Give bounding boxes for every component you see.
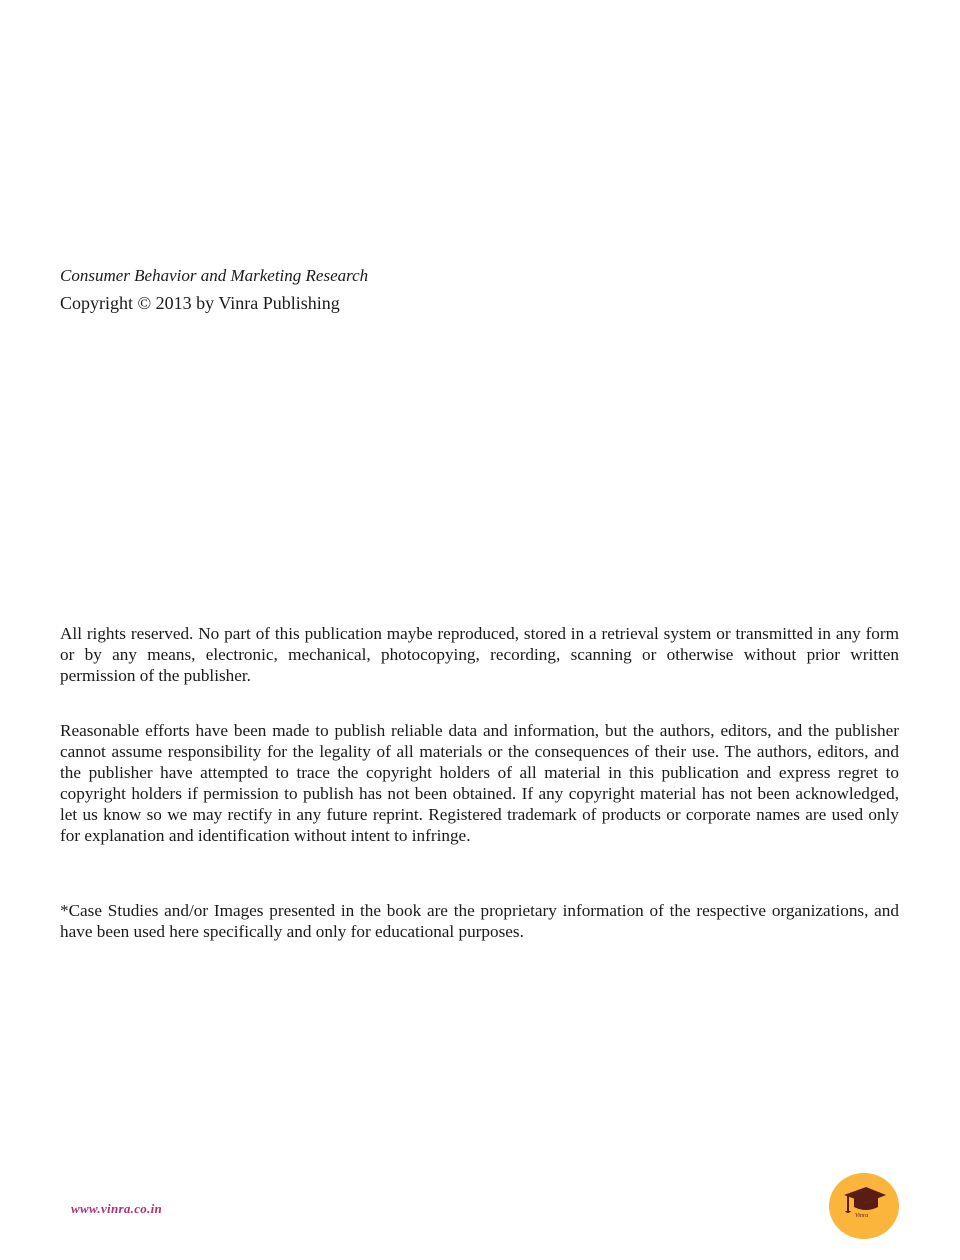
publisher-website-link[interactable]: www.vinra.co.in [71,1201,163,1216]
copyright-line: Copyright © 2013 by Vinra Publishing [60,293,340,313]
publisher-logo [829,1173,899,1239]
logo-text: Vinra [855,1213,869,1219]
rights-reserved-paragraph: All rights reserved. No part of this publication maybe reproduced, stored in a retrieval system or transmitted in any form or by any means, electronic, mechanical, photocopying, recording, scanning or otherwise without prior written permission of the publisher. [60,624,899,686]
case-studies-note: *Case Studies and/or Images presented in the book are the proprietary information of the respective organizations, and have been used here specifically and only for educational purposes. [60,901,899,942]
disclaimer-paragraph: Reasonable efforts have been made to publish reliable data and information, but the authors, editors, and the publisher cannot assume responsibility for the legality of all materials or the consequences of their use. The authors, editors, and the publisher have attempted to trace the copyright holders of all material in this publication and express regret to copyright holders if permission to publish has not been obtained. If any copyright material has not been acknowledged, let us know so we may rectify in any future reprint. Registered trademark of products or corporate names are used only for explanation and identification without intent to infringe. [60,721,899,846]
book-title: Consumer Behavior and Marketing Research [60,266,369,285]
